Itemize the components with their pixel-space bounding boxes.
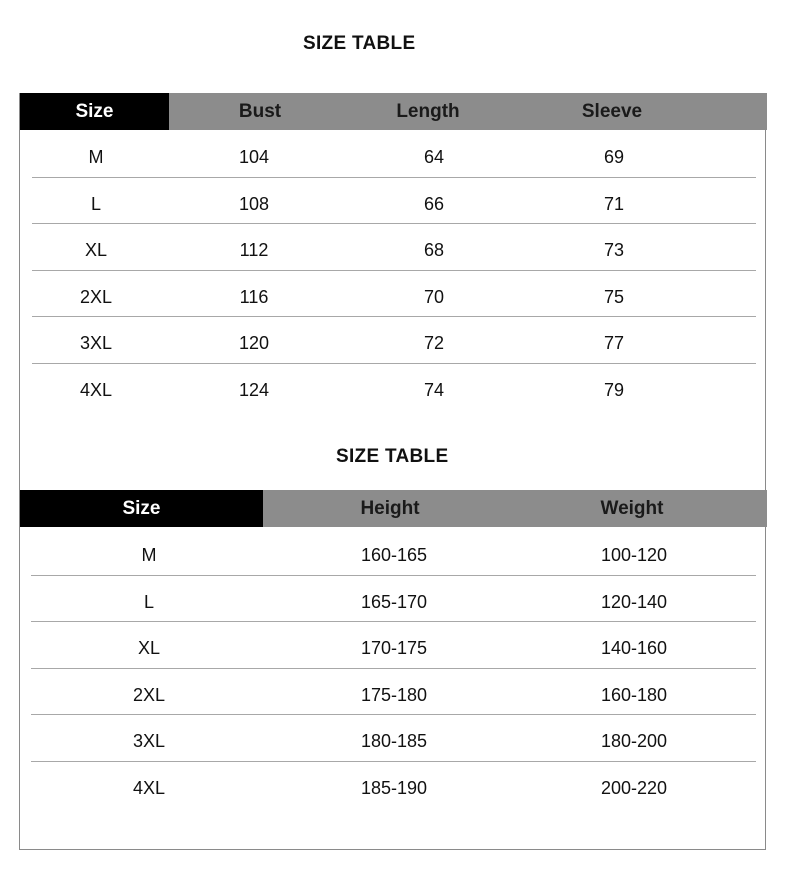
row-divider (31, 761, 756, 762)
table1-header-bust: Bust (238, 101, 282, 122)
table-cell: 100-120 (600, 545, 668, 565)
row-divider (32, 270, 756, 271)
table-cell: 108 (238, 193, 270, 214)
row-divider (32, 223, 756, 224)
table-cell: 124 (238, 379, 270, 400)
table-cell: 3XL (79, 333, 113, 353)
row-divider (31, 575, 756, 576)
table-cell: L (143, 591, 154, 612)
row-divider (32, 177, 756, 178)
table-cell: 4XL (132, 777, 166, 798)
table-cell: 112 (239, 240, 269, 260)
table-row (0, 274, 789, 320)
table-row (0, 765, 789, 811)
table-row (0, 181, 789, 227)
table-cell: XL (137, 638, 161, 658)
table-cell: 180-185 (360, 731, 428, 751)
table-cell: 3XL (132, 731, 166, 751)
row-divider (32, 316, 756, 317)
table-cell: 170-175 (360, 638, 428, 658)
table2-header-size: Size (20, 490, 263, 527)
table-cell: 180-200 (600, 731, 668, 751)
table-row (0, 672, 789, 718)
table-cell: XL (84, 240, 108, 260)
table-row (0, 227, 789, 273)
table-cell: 185-190 (360, 777, 428, 798)
table-cell: 2XL (79, 286, 113, 307)
table-cell: 77 (603, 333, 625, 353)
table-row (0, 532, 789, 578)
table-cell: 140-160 (600, 638, 668, 658)
table-cell: 160-180 (600, 684, 668, 705)
table-cell: 74 (423, 379, 445, 400)
table-cell: 69 (603, 147, 625, 167)
table1-header-size: Size (20, 93, 169, 130)
table-row (0, 625, 789, 671)
table2-header-weight: Weight (600, 498, 664, 519)
table1-header-length: Length (396, 101, 460, 122)
table-cell: M (88, 147, 104, 167)
table2-title: SIZE TABLE (336, 446, 449, 467)
table-row (0, 367, 789, 413)
table-cell: 64 (423, 147, 445, 167)
table-cell: 72 (423, 333, 445, 353)
row-divider (31, 621, 756, 622)
table-cell: 116 (239, 286, 269, 307)
table-cell: 4XL (79, 379, 113, 400)
table-cell: 66 (423, 193, 445, 214)
table-cell: 75 (603, 286, 625, 307)
table-cell: 73 (603, 240, 625, 260)
table-row (0, 320, 789, 366)
table-row (0, 579, 789, 625)
table-cell: 165-170 (360, 591, 428, 612)
table-cell: 120-140 (600, 591, 668, 612)
table2-header-height: Height (360, 498, 420, 519)
table-cell: M (141, 545, 157, 565)
table-cell: 200-220 (600, 777, 668, 798)
row-divider (32, 363, 756, 364)
table-cell: 79 (603, 379, 625, 400)
table-cell: 175-180 (360, 684, 428, 705)
table-row (0, 718, 789, 764)
table-cell: 68 (423, 240, 445, 260)
table2-header (20, 490, 767, 527)
table-cell: 104 (238, 147, 270, 167)
row-divider (31, 668, 756, 669)
table1-title: SIZE TABLE (303, 33, 416, 54)
table-cell: L (90, 193, 101, 214)
table-row (0, 134, 789, 180)
table-cell: 120 (238, 333, 270, 353)
row-divider (31, 714, 756, 715)
table-cell: 70 (423, 286, 445, 307)
table-cell: 2XL (132, 684, 166, 705)
table1-header (20, 93, 767, 130)
table1-header-sleeve: Sleeve (581, 101, 643, 122)
table-cell: 160-165 (360, 545, 428, 565)
table-cell: 71 (603, 193, 625, 214)
